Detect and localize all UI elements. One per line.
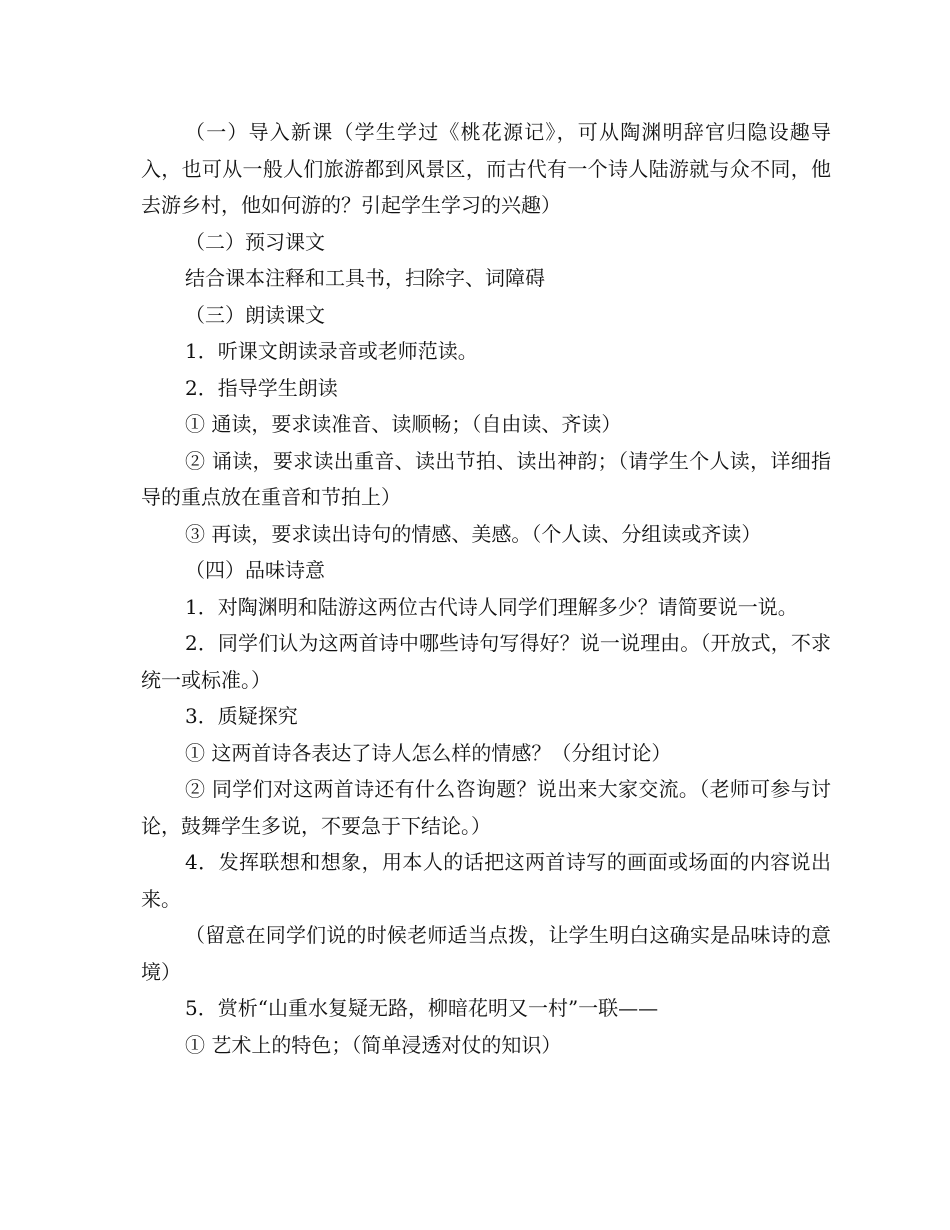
list-item-analyze-couplet: 5．赏析“山重水复疑无路，柳暗花明又一村”一联—— — [185, 996, 659, 1020]
list-item-listen: 1．听课文朗读录音或老师范读。 — [185, 339, 478, 363]
heading-appreciate: （四）品味诗意 — [185, 558, 325, 582]
sub-item-read-through: ① 通读，要求读准音、读顺畅；（自由读、齐读） — [185, 412, 622, 436]
document-body — [141, 114, 831, 1063]
sub-item-recite: ② 诵读，要求读出重音、读出节拍、读出神韵；（请学生个人读，详细指导的重点放在重音和节拍上） — [141, 448, 831, 509]
sub-item-reread: ③ 再读，要求读出诗句的情感、美感。（个人读、分组读或齐读） — [185, 521, 762, 546]
paragraph-note: （留意在同学们说的时候老师适当点拨，让学生明白这确实是品味诗的意境） — [141, 923, 831, 984]
list-item-poets: 1．对陶渊明和陆游这两位古代诗人同学们理解多少？请简要说一说。 — [185, 594, 798, 619]
heading-reading: （三）朗读课文 — [185, 302, 325, 327]
list-item-inquiry: 3．质疑探究 — [185, 704, 298, 728]
list-item-imagination: 4．发挥联想和想象，用本人的话把这两首诗写的画面或场面的内容说出来。 — [141, 850, 831, 911]
sub-item-emotion: ① 这两首诗各表达了诗人怎么样的情感？（分组讨论） — [185, 740, 672, 765]
list-item-guide: 2．指导学生朗读 — [185, 375, 338, 400]
sub-item-questions: ② 同学们对这两首诗还有什么咨询题？说出来大家交流。（老师可参与讨论，鼓舞学生多说，不要急于下结论。） — [141, 777, 831, 838]
list-item-best-lines: 2．同学们认为这两首诗中哪些诗句写得好？说一说理由。（开放式，不求统一或标准。） — [141, 631, 831, 692]
heading-preview: （二）预习课文 — [185, 229, 325, 254]
sub-item-art-features: ① 艺术上的特色；（简单浸透对仗的知识） — [185, 1032, 562, 1057]
paragraph-preview: 结合课本注释和工具书，扫除字、词障碍 — [185, 266, 545, 290]
paragraph-intro: （一）导入新课（学生学过《桃花源记》，可从陶渊明辞官归隐设趣导入，也可从一般人们旅游都到风景区，而古代有一个诗人陆游就与众不同，他去游乡村，他如何游的？引起学生学习的兴趣） — [141, 120, 831, 217]
